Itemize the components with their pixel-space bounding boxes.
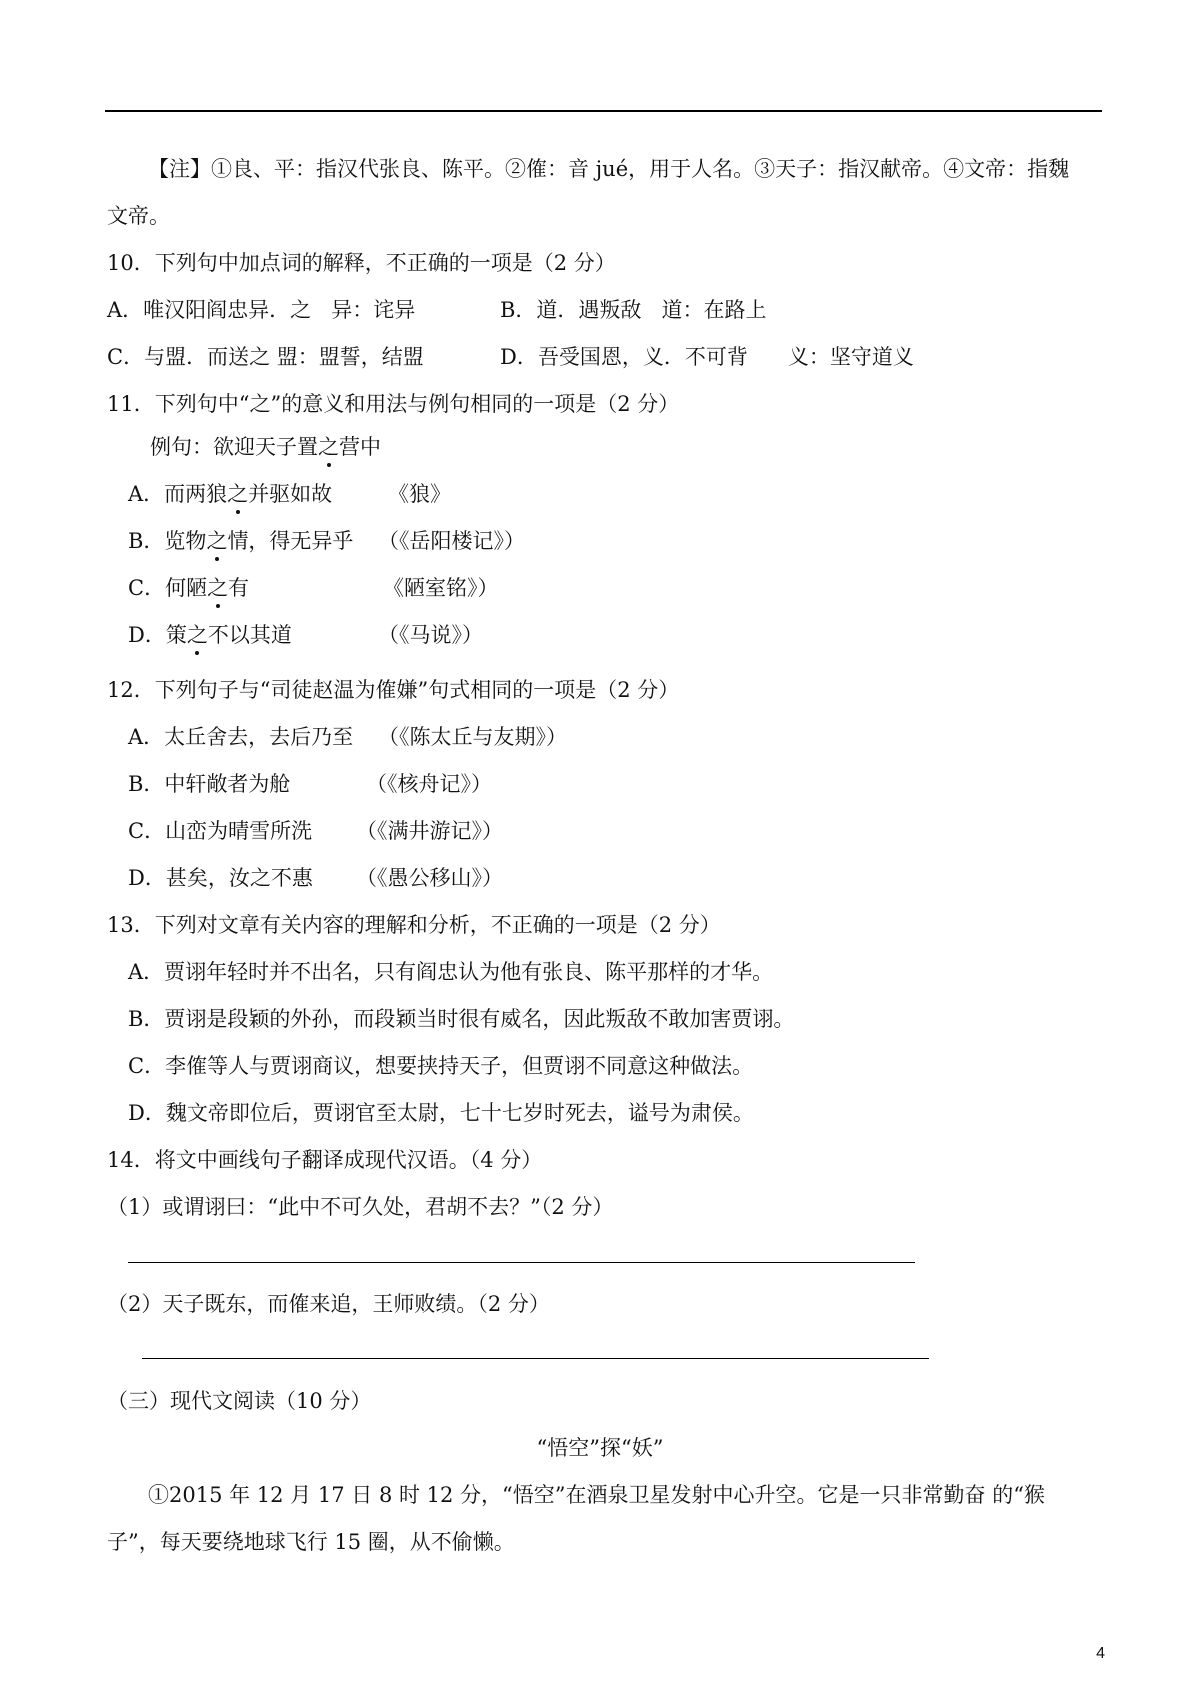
q11-option-a — [128, 480, 332, 508]
q11-example-pre: 例句：欲迎天子置 — [150, 435, 318, 459]
q11-option-d-pre: D．策 — [128, 623, 187, 647]
q10-option-d: D．吾受国恩，义．不可背 义：坚守道义 — [500, 345, 914, 369]
q11-stem: 11．下列句中“之”的意义和用法与例句相同的一项是（2 分） — [107, 392, 680, 416]
q11-option-b-source: （《岳阳楼记》） — [378, 529, 525, 553]
paragraph-1-line-1: ①2015 年 12 月 17 日 8 时 12 分，“悟空”在酒泉卫星发射中心升空。它是一只非常勤奋 的“猴 — [148, 1483, 1045, 1507]
q13-option-b: B．贾诩是段颖的外孙，而段颖当时很有威名，因此叛敌不敢加害贾诩。 — [128, 1007, 795, 1031]
q14-sub-2: （2）天子既东，而傕来追，王师败绩。（2 分） — [107, 1292, 550, 1316]
q13-option-c: C．李傕等人与贾诩商议，想要挟持天子，但贾诩不同意这种做法。 — [128, 1054, 754, 1078]
q12-option-d-source: （《愚公移山》） — [356, 866, 503, 890]
q12-option-b: B．中轩敞者为舱 — [128, 772, 291, 796]
q12-option-c-source: （《满井游记》） — [356, 819, 503, 843]
answer-line-1[interactable] — [128, 1262, 915, 1263]
q11-option-d — [128, 621, 292, 649]
q11-option-a-source: 《狼》 — [388, 482, 451, 506]
q10-option-a: A．唯汉阳阎忠异．之 异：诧异 — [107, 298, 416, 322]
q11-example-dotted-word: 之 — [318, 435, 339, 459]
article-title: “悟空”探“妖” — [536, 1436, 664, 1460]
q12-option-a-source: （《陈太丘与友期》） — [378, 725, 567, 749]
answer-line-2[interactable] — [142, 1358, 929, 1359]
q11-option-c-post: 有 — [228, 576, 250, 600]
q11-option-c — [128, 574, 249, 602]
note-line-1: 【注】①良、平：指汉代张良、陈平。②傕：音 jué，用于人名。③天子：指汉献帝。④文帝：指魏 — [148, 157, 1070, 181]
q10-option-c: C．与盟．而送之 盟：盟誓，结盟 — [107, 345, 424, 369]
q11-option-d-dotted-word: 之 — [186, 623, 208, 647]
q11-example — [150, 433, 381, 461]
page-number: 4 — [1096, 1645, 1105, 1662]
q11-option-c-pre: C．何陋 — [128, 576, 208, 600]
section-3-heading: （三）现代文阅读（10 分） — [107, 1389, 372, 1413]
q10-stem: 10．下列句中加点词的解释，不正确的一项是（2 分） — [107, 251, 616, 275]
q11-option-a-dotted-word: 之 — [227, 482, 249, 506]
q12-option-b-source: （《核舟记》） — [366, 772, 492, 796]
q11-option-b-post: 情，得无异乎 — [227, 529, 354, 553]
header-rule — [105, 110, 1102, 112]
q13-option-d: D．魏文帝即位后，贾诩官至太尉，七十七岁时死去，谥号为肃侯。 — [128, 1101, 754, 1125]
q11-option-d-source: （《马说》） — [378, 623, 483, 647]
q13-stem: 13．下列对文章有关内容的理解和分析，不正确的一项是（2 分） — [107, 913, 721, 937]
q13-option-a: A．贾诩年轻时并不出名，只有阎忠认为他有张良、陈平那样的才华。 — [128, 960, 774, 984]
q12-option-c: C．山峦为晴雪所洗 — [128, 819, 313, 843]
note-line-2: 文帝。 — [107, 204, 170, 228]
q11-option-c-dotted-word: 之 — [207, 576, 229, 600]
q11-option-a-pre: A．而两狼 — [128, 482, 228, 506]
q11-example-post: 营中 — [339, 435, 381, 459]
paragraph-1-line-2: 子”，每天要绕地球飞行 15 圈，从不偷懒。 — [107, 1530, 515, 1554]
q11-option-c-source: 《陋室铭》） — [383, 576, 499, 600]
q10-option-b: B．道．遇叛敌 道：在路上 — [500, 298, 767, 322]
q11-option-b-pre: B．览物 — [128, 529, 207, 553]
q14-stem: 14．将文中画线句子翻译成现代汉语。（4 分） — [107, 1148, 543, 1172]
q12-stem: 12．下列句子与“司徒赵温为傕嫌”句式相同的一项是（2 分） — [107, 678, 680, 702]
q11-option-b-dotted-word: 之 — [206, 529, 228, 553]
q12-option-a: A．太丘舍去，去后乃至 — [128, 725, 354, 749]
q12-option-d: D．甚矣，汝之不惠 — [128, 866, 313, 890]
q11-option-a-post: 并驱如故 — [248, 482, 333, 506]
q11-option-d-post: 不以其道 — [207, 623, 292, 647]
q14-sub-1: （1）或谓诩曰：“此中不可久处，君胡不去？”（2 分） — [107, 1195, 614, 1219]
q11-option-b — [128, 527, 353, 555]
